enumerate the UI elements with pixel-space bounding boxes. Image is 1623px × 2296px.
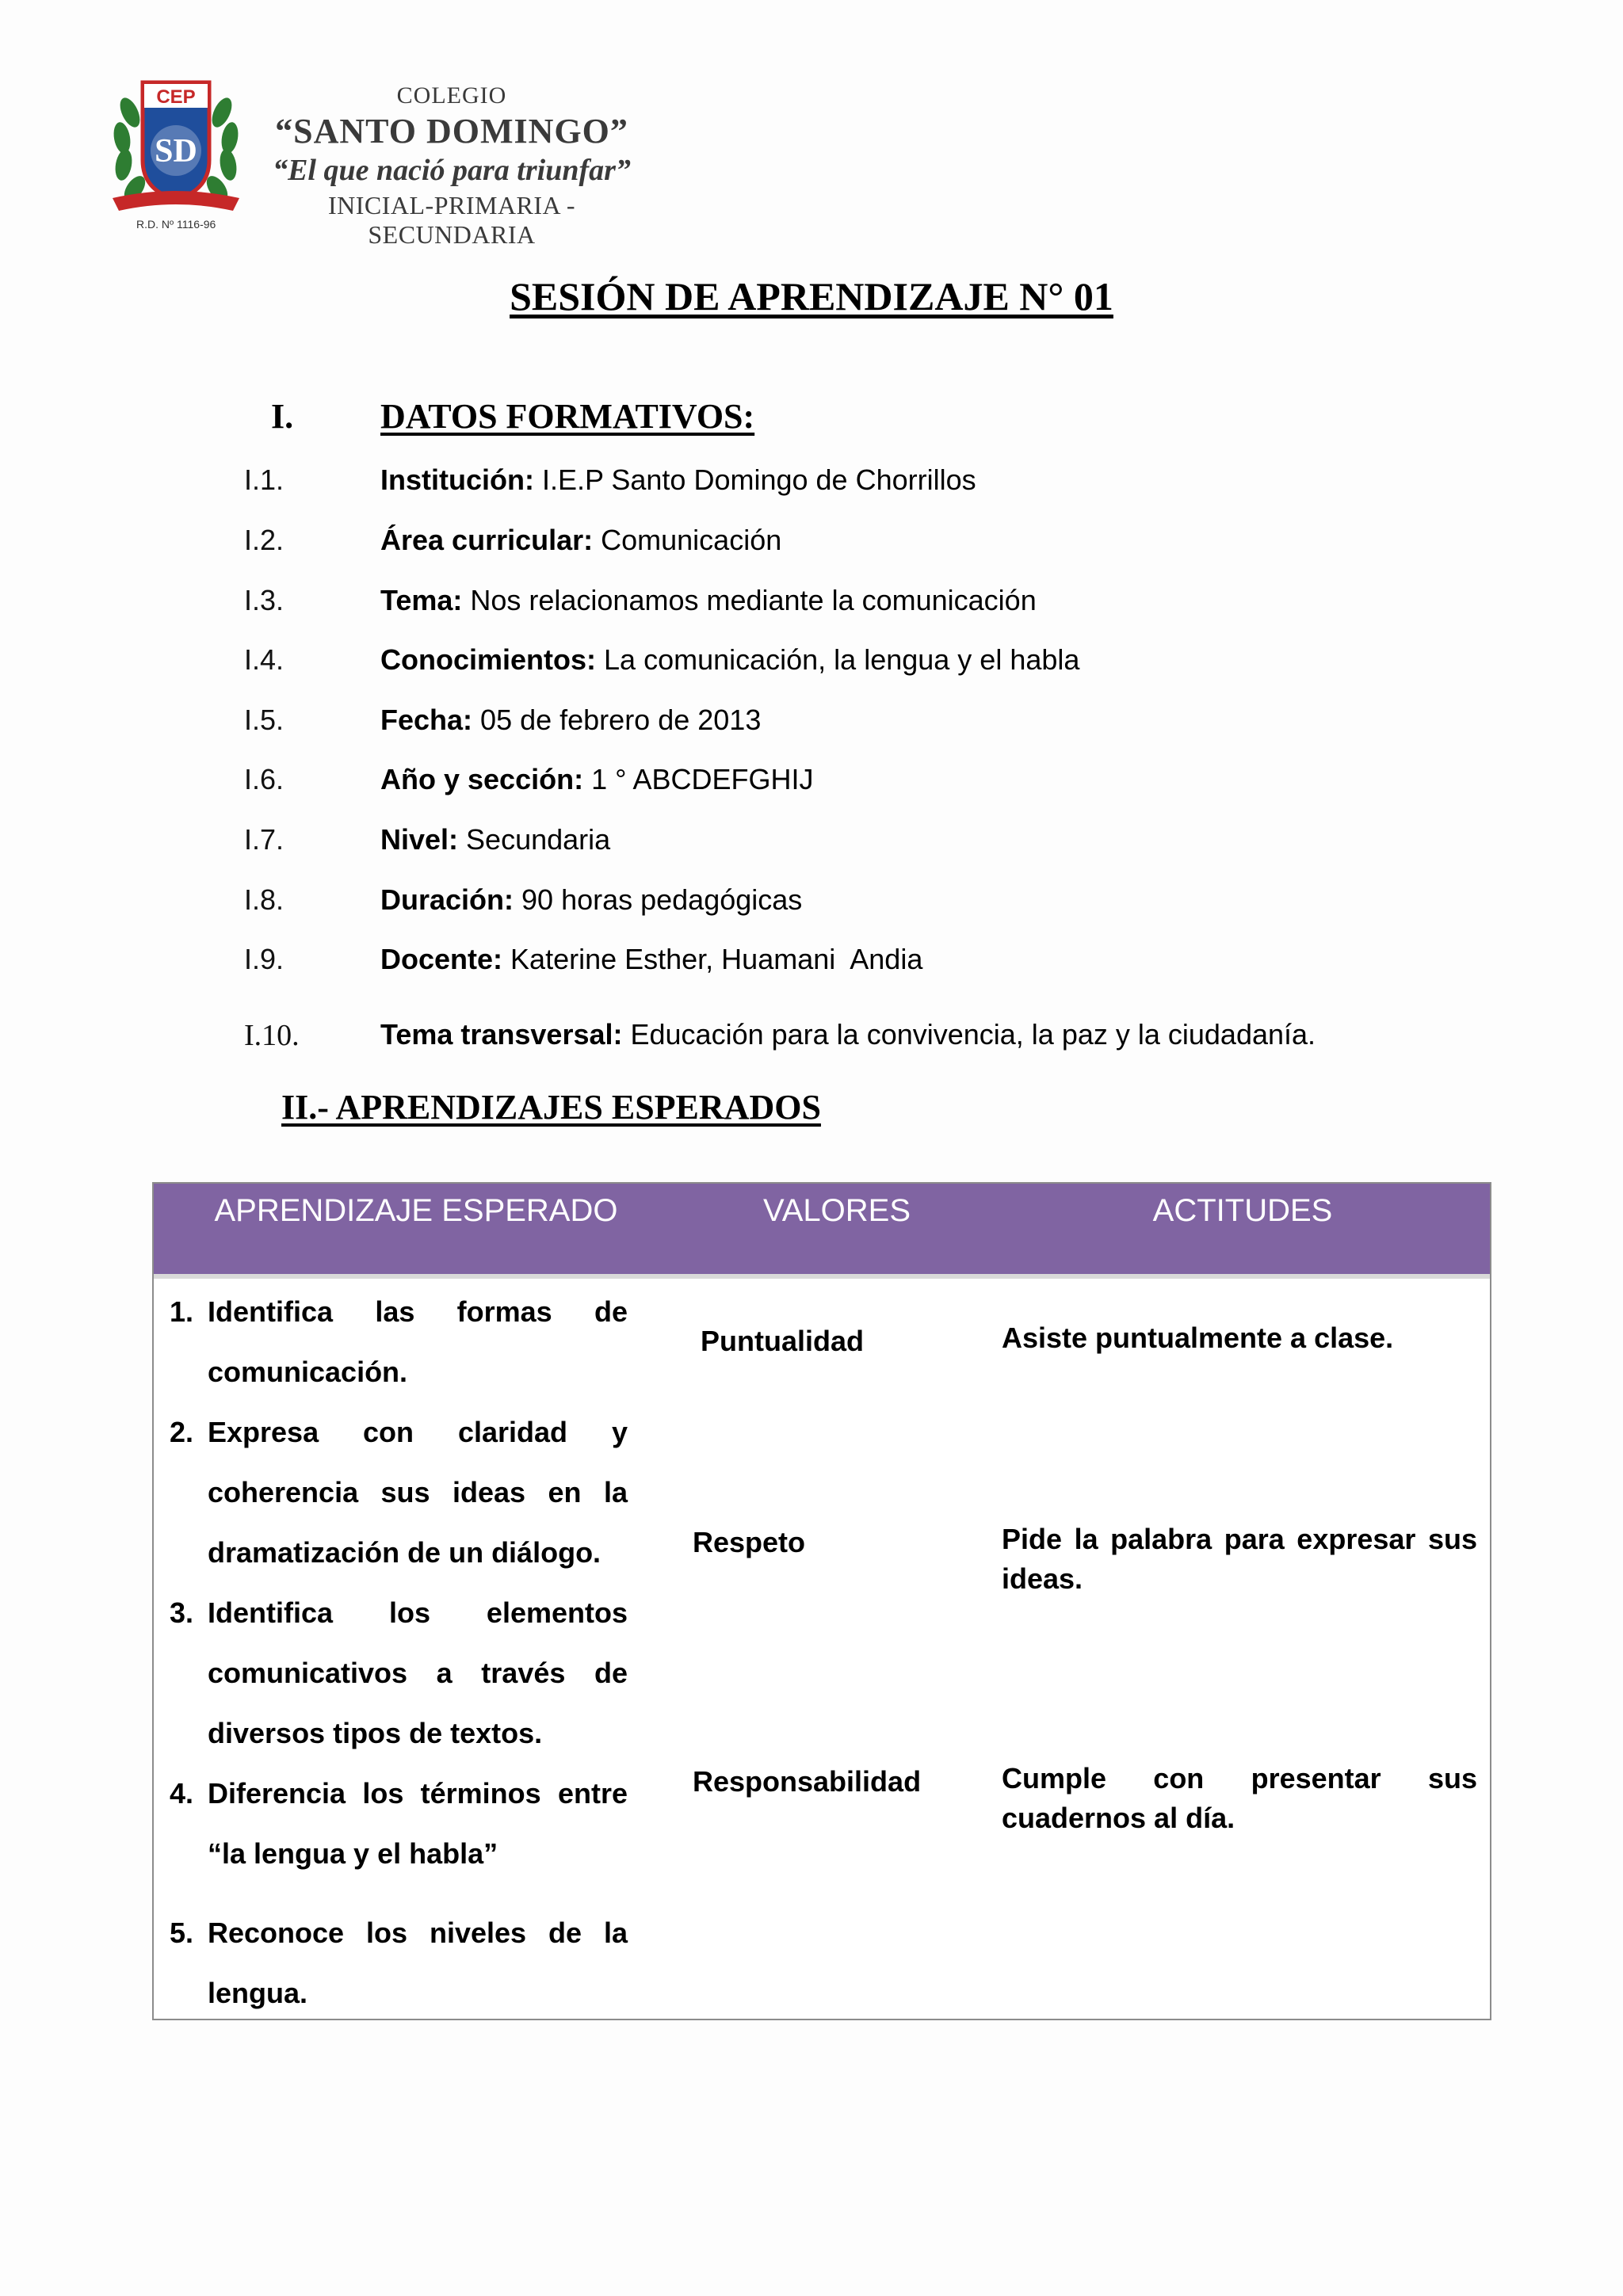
list-item: [0, 704, 1623, 751]
learning-number: 3.: [170, 1596, 194, 1629]
school-crest-logo: [105, 65, 247, 231]
item-number: I.2.: [244, 524, 285, 556]
school-name: “SANTO DOMINGO”: [275, 112, 628, 151]
svg-text:CEP: CEP: [156, 86, 196, 108]
value-cell: Responsabilidad: [693, 1765, 922, 1798]
item-label: Conocimientos:: [380, 643, 597, 676]
learning-table: [152, 1182, 1491, 2020]
header-divider: [154, 1274, 1490, 1279]
item-label: Docente:: [380, 943, 503, 975]
list-item: [0, 763, 1623, 810]
item-value: La comunicación, la lengua y el habla: [596, 643, 1080, 676]
attitude-cell: Cumple con presentar sus cuadernos al día.: [1002, 1762, 1477, 1834]
item-value: Nos relacionamos mediante la comunicación: [462, 584, 1037, 616]
school-header: [105, 65, 659, 249]
table-header: [154, 1184, 1490, 1274]
value-cell: Respeto: [693, 1526, 806, 1558]
list-item: [0, 943, 1623, 990]
learning-text: Identifica los elementos comunicativos a través de diversos tipos de textos.: [208, 1596, 628, 1749]
item-number: I.1.: [244, 463, 285, 496]
list-item: [154, 1764, 677, 1884]
item-value: Educación para la convivencia, la paz y la ciudadanía.: [622, 1018, 1316, 1051]
learning-number: 1.: [170, 1295, 194, 1328]
column-header-actitudes: ACTITUDES: [1152, 1193, 1333, 1228]
item-value: 05 de febrero de 2013: [472, 704, 762, 736]
column-header-aprendizaje: APRENDIZAJE ESPERADO: [214, 1193, 618, 1228]
item-number: I.6.: [244, 763, 285, 795]
item-value: Katerine Esther, Huamani Andia: [502, 943, 923, 975]
section-1-number: I.: [271, 397, 294, 436]
item-value: Comunicación: [593, 524, 782, 556]
list-item: [154, 1903, 677, 2023]
learning-number: 4.: [170, 1777, 194, 1810]
learning-text: Expresa con claridad y coherencia sus ideas en la dramatización de un diálogo.: [208, 1416, 628, 1569]
value-cell: Puntualidad: [701, 1325, 864, 1357]
college-label: COLEGIO: [396, 82, 507, 109]
list-item: [154, 1402, 677, 1583]
section-2-title: II.- APRENDIZAJES ESPERADOS: [281, 1088, 821, 1127]
school-motto: “El que nació para triunfar”: [273, 154, 631, 187]
item-number: I.9.: [244, 943, 285, 975]
learning-number: 2.: [170, 1416, 194, 1448]
item-label: Nivel:: [380, 823, 459, 856]
item-value: I.E.P Santo Domingo de Chorrillos: [533, 463, 976, 496]
column-header-valores: VALORES: [763, 1193, 911, 1228]
item-label: Tema transversal:: [380, 1018, 623, 1051]
learning-text: Reconoce los niveles de la lengua.: [208, 1917, 628, 2009]
svg-text:R.D. Nº 1116-96: R.D. Nº 1116-96: [136, 218, 216, 231]
list-item: [0, 463, 1623, 511]
svg-text:SD: SD: [155, 133, 197, 170]
attitude-cell: Pide la palabra para expresar sus ideas.: [1002, 1523, 1477, 1595]
item-label: Área curricular:: [380, 524, 594, 556]
page-title: SESIÓN DE APRENDIZAJE N° 01: [510, 274, 1113, 318]
item-label: Duración:: [380, 883, 514, 916]
list-item: [0, 823, 1623, 871]
item-label: Fecha:: [380, 704, 473, 736]
learning-number: 5.: [170, 1917, 194, 1949]
list-item: [0, 643, 1623, 691]
learning-text: Diferencia los términos entre “la lengua y el habla”: [208, 1777, 628, 1870]
item-value: Secundaria: [458, 823, 611, 856]
list-item: [0, 524, 1623, 571]
list-item: [0, 584, 1623, 631]
item-number: I.10.: [244, 1019, 300, 1052]
school-text-block: [254, 65, 650, 250]
item-value: 1 ° ABCDEFGHIJ: [583, 763, 814, 795]
list-item: [154, 1583, 677, 1764]
list-item: [154, 1282, 677, 1402]
item-number: I.8.: [244, 883, 285, 916]
list-item: [0, 1018, 1623, 1066]
item-number: I.5.: [244, 704, 285, 736]
list-item: [0, 883, 1623, 931]
item-number: I.7.: [244, 823, 285, 856]
attitude-cell: Asiste puntualmente a clase.: [1002, 1322, 1394, 1354]
item-number: I.4.: [244, 643, 285, 676]
item-label: Tema:: [380, 584, 463, 616]
item-label: Año y sección:: [380, 763, 584, 795]
section-1-title: DATOS FORMATIVOS:: [380, 397, 755, 436]
item-number: I.3.: [244, 584, 285, 616]
item-label: Institución:: [380, 463, 534, 496]
learning-text: Identifica las formas de comunicación.: [208, 1295, 628, 1388]
school-levels: INICIAL-PRIMARIA -SECUNDARIA: [327, 191, 576, 249]
item-value: 90 horas pedagógicas: [514, 883, 803, 916]
